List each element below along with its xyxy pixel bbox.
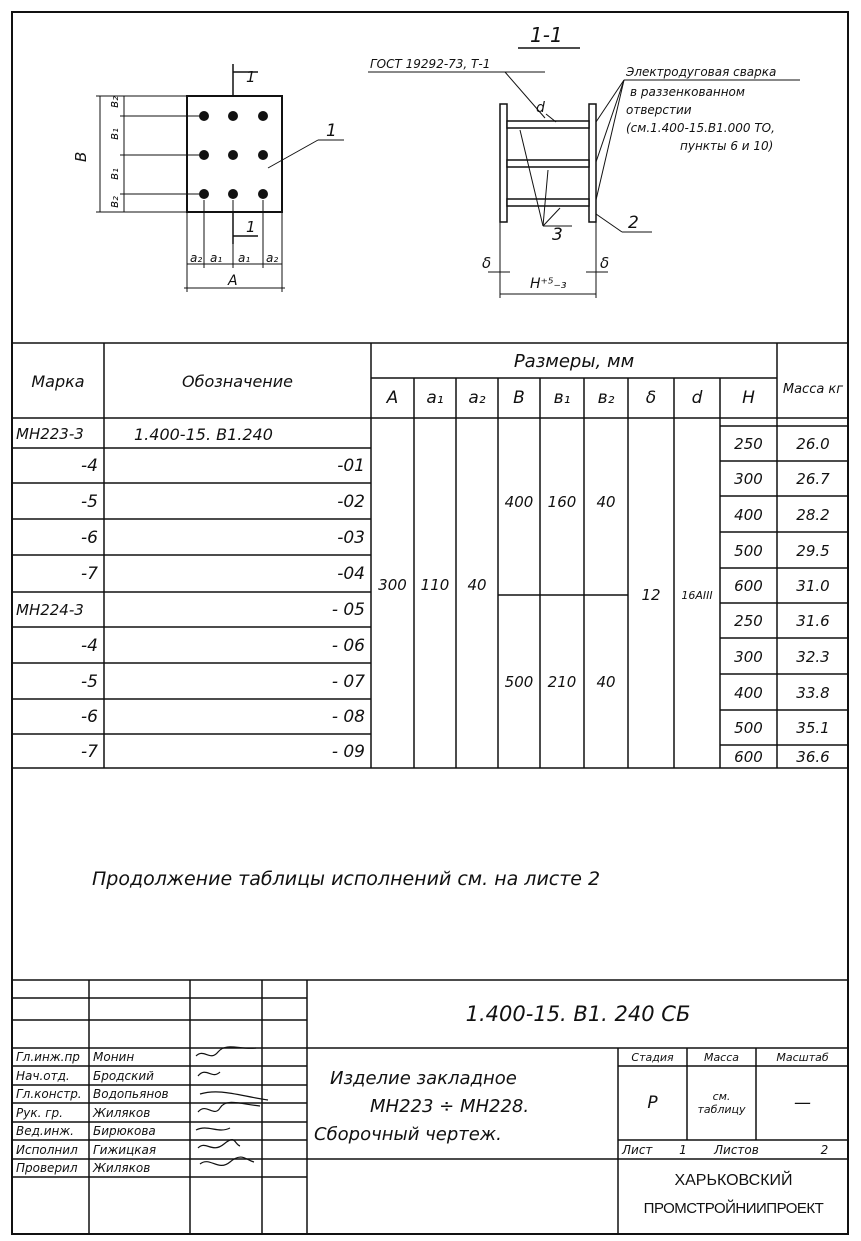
title-line-2: МН223 ÷ МН228. xyxy=(370,1096,530,1117)
name-3: Водопьянов xyxy=(93,1087,169,1101)
angle-callout: 2 xyxy=(628,213,639,233)
signatures xyxy=(190,1044,270,1184)
header-col-H: Н xyxy=(742,388,755,408)
H-3: 400 xyxy=(734,505,763,524)
sheets-value: 2 xyxy=(820,1143,829,1157)
header-col-delta: δ xyxy=(645,388,657,408)
row-4-oboz: -03 xyxy=(337,527,365,548)
row-5-marka: -7 xyxy=(81,564,98,584)
continuation-note: Продолжение таблицы исполнений см. на листе 2 xyxy=(92,868,601,890)
doc-code: 1.400-15. В1. 240 СБ xyxy=(465,1002,691,1026)
row-6-oboz: - 05 xyxy=(331,600,365,620)
role-3: Гл.констр. xyxy=(16,1087,82,1101)
row-10-oboz: - 09 xyxy=(331,741,365,762)
sheets-label: Листов xyxy=(714,1143,759,1157)
row-9-oboz: - 08 xyxy=(331,707,365,727)
role-6: Исполнил xyxy=(16,1142,78,1157)
weld-note-line-4: (см.1.400-15.В1.000 ТО, xyxy=(626,121,775,135)
weld-note-line-3: отверстии xyxy=(626,103,692,117)
dim-A: А xyxy=(228,273,238,289)
scale-value: — xyxy=(794,1093,811,1113)
header-col-b1: в₁ xyxy=(553,388,571,408)
header-oboznachenie: Обозначение xyxy=(181,371,294,391)
dim-B: В xyxy=(72,151,90,162)
dim-a2-right: а₂ xyxy=(266,251,279,265)
dim-b2-top: в₂ xyxy=(107,96,121,108)
org-line-2: ПРОМСТРОЙНИИПРОЕКТ xyxy=(643,1199,824,1217)
mass-9: 35.1 xyxy=(796,719,830,737)
dim-delta-right: δ xyxy=(600,254,610,272)
H-8: 400 xyxy=(734,683,763,702)
dim-b1-bottom: в₁ xyxy=(107,168,121,180)
value-delta: 12 xyxy=(641,586,661,604)
dim-a2-left: а₂ xyxy=(190,251,203,265)
weld-note-line-1: Электродуговая сварка xyxy=(626,65,777,79)
H-2: 300 xyxy=(734,470,763,488)
name-1: Монин xyxy=(93,1050,135,1064)
sheet-value: 1 xyxy=(679,1143,687,1157)
weld-note-line-2: в раззенкованном xyxy=(630,85,745,99)
header-col-a1: а₁ xyxy=(426,388,444,408)
value-d: 16АIII xyxy=(681,588,713,602)
mass-value: см. таблицу xyxy=(697,1090,746,1116)
name-7: Жиляков xyxy=(93,1161,151,1175)
stage-value: Р xyxy=(647,1093,658,1113)
role-2: Нач.отд. xyxy=(16,1068,70,1083)
row-1-oboz: 1.400-15. В1.240 xyxy=(134,424,273,444)
mass-4: 29.5 xyxy=(796,541,830,560)
dim-b2-bottom: в₂ xyxy=(107,196,121,208)
header-col-a2: а₂ xyxy=(468,388,486,408)
H-5: 600 xyxy=(734,577,763,595)
plate-callout: 1 xyxy=(326,121,337,141)
role-5: Вед.инж. xyxy=(16,1124,74,1138)
row-3-marka: -5 xyxy=(81,491,98,512)
row-7-oboz: - 06 xyxy=(331,635,365,656)
dim-H: Н⁺⁵₋₃ xyxy=(530,276,567,292)
name-4: Жиляков xyxy=(93,1105,151,1120)
header-marka: Марка xyxy=(31,371,85,391)
scale-label: Масштаб xyxy=(776,1050,829,1064)
row-8-oboz: - 07 xyxy=(331,671,365,692)
row-2-marka: -4 xyxy=(81,456,98,476)
mass-3: 28.2 xyxy=(796,505,830,524)
row-6-marka: МН224-3 xyxy=(16,601,84,619)
dim-d: d xyxy=(536,100,545,116)
bar-callout: 3 xyxy=(552,225,563,245)
header-massa: Масса кг xyxy=(782,381,844,397)
group1-b1: 160 xyxy=(547,493,577,511)
mass-label: Масса xyxy=(703,1050,740,1064)
group1-b2: 40 xyxy=(596,493,616,511)
dim-b1-top: в₁ xyxy=(107,128,121,140)
title-line-1: Изделие закладное xyxy=(330,1068,517,1089)
H-9: 500 xyxy=(734,719,763,737)
sheet-label: Лист xyxy=(622,1143,653,1157)
section-arrow-bottom-label: 1 xyxy=(246,218,256,236)
row-1-marka: МН223-3 xyxy=(16,425,84,443)
mass-1: 26.0 xyxy=(796,435,830,453)
dim-a1-right: а₁ xyxy=(238,251,251,265)
row-4-marka: -6 xyxy=(81,527,98,548)
mass-10: 36.6 xyxy=(796,748,830,766)
dim-delta-left: δ xyxy=(482,254,492,272)
dim-a1-left: а₁ xyxy=(210,251,223,265)
header-razmery: Размеры, мм xyxy=(513,350,635,372)
mass-2: 26.7 xyxy=(796,470,830,488)
mass-6: 31.6 xyxy=(796,612,830,630)
value-a2: 40 xyxy=(467,576,487,594)
H-6: 250 xyxy=(734,612,763,630)
header-col-b2: в₂ xyxy=(597,388,615,408)
gost-note: ГОСТ 19292-73, Т-1 xyxy=(370,57,491,71)
row-8-marka: -5 xyxy=(81,671,98,692)
H-1: 250 xyxy=(734,435,763,453)
row-2-oboz: -01 xyxy=(337,456,365,476)
mass-8: 33.8 xyxy=(796,683,830,702)
mass-7: 32.3 xyxy=(796,647,830,666)
title-line-3: Сборочный чертеж. xyxy=(314,1124,502,1145)
group2-b2: 40 xyxy=(596,673,616,691)
row-10-marka: -7 xyxy=(81,741,98,762)
value-a1: 110 xyxy=(420,576,450,594)
row-3-oboz: -02 xyxy=(337,491,365,512)
H-10: 600 xyxy=(734,748,763,766)
row-5-oboz: -04 xyxy=(337,564,365,584)
header-col-d: d xyxy=(691,388,703,408)
weld-note-line-5: пункты 6 и 10) xyxy=(680,139,774,153)
name-2: Бродский xyxy=(93,1068,154,1083)
org-line-1: ХАРЬКОВСКИЙ xyxy=(674,1172,793,1189)
row-7-marka: -4 xyxy=(81,635,98,656)
group2-B: 500 xyxy=(504,673,534,691)
role-1: Гл.инж.пр xyxy=(16,1050,80,1064)
group1-B: 400 xyxy=(504,493,534,511)
row-9-marka: -6 xyxy=(81,707,98,727)
section-arrow-top-label: 1 xyxy=(246,68,256,86)
role-4: Рук. гр. xyxy=(16,1105,63,1120)
H-4: 500 xyxy=(734,541,763,560)
group2-b1: 210 xyxy=(547,673,577,691)
value-A: 300 xyxy=(378,576,407,594)
role-7: Проверил xyxy=(16,1161,78,1175)
stage-label: Стадия xyxy=(631,1050,674,1064)
section-title: 1-1 xyxy=(530,23,563,47)
header-col-B: В xyxy=(513,388,525,408)
H-7: 300 xyxy=(734,647,763,666)
name-5: Бирюкова xyxy=(93,1124,156,1138)
header-col-A: А xyxy=(386,388,399,408)
name-6: Гижицкая xyxy=(93,1142,157,1157)
mass-5: 31.0 xyxy=(796,577,830,595)
